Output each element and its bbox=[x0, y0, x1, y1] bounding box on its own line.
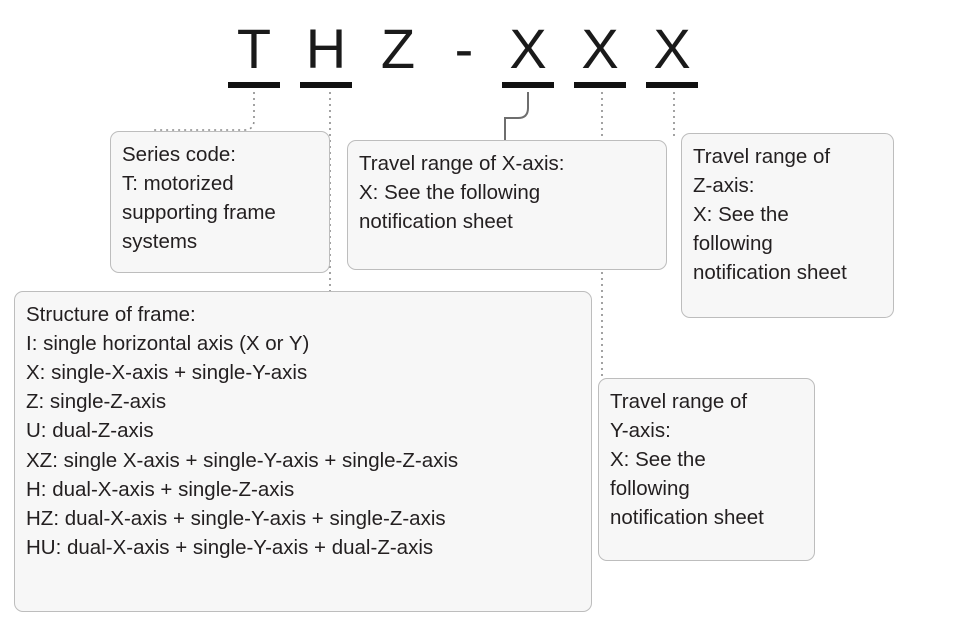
ztravel-line-1: Travel range of bbox=[693, 145, 831, 168]
structure-line-1: Structure of frame: bbox=[26, 303, 196, 326]
structure-line-2: I: single horizontal axis (X or Y) bbox=[26, 332, 310, 356]
ytravel-line-4: following bbox=[610, 477, 690, 501]
xtravel-line-3: notification sheet bbox=[359, 210, 513, 234]
series-line-3: supporting frame bbox=[122, 201, 276, 225]
ytravel-line-5: notification sheet bbox=[610, 506, 764, 530]
code-char-3: Z bbox=[380, 17, 416, 80]
structure-line-3: X: single-X-axis + single-Y-axis bbox=[26, 361, 308, 385]
code-char-1: T bbox=[228, 18, 280, 88]
series-line-4: systems bbox=[122, 230, 198, 254]
structure-line-5: U: dual-Z-axis bbox=[26, 419, 154, 443]
ztravel-line-3: X: See the bbox=[693, 203, 789, 227]
callout-z-axis-travel-range bbox=[681, 133, 894, 318]
code-char-dash: - bbox=[454, 17, 474, 80]
ytravel-line-3: X: See the bbox=[610, 448, 706, 472]
part-number-code bbox=[0, 18, 955, 98]
structure-line-9: HU: dual-X-axis + single-Y-axis + dual-Z-axis bbox=[26, 535, 434, 559]
series-line-1: Series code: bbox=[122, 143, 236, 166]
xtravel-line-2: X: See the following bbox=[359, 181, 541, 205]
structure-line-7: H: dual-X-axis + single-Z-axis bbox=[26, 477, 295, 501]
callout-x-axis-travel-range bbox=[347, 140, 667, 270]
callout-structure-of-frame bbox=[14, 291, 592, 612]
leader-x-travel bbox=[495, 92, 545, 142]
ytravel-line-2: Y-axis: bbox=[610, 419, 671, 443]
ztravel-line-2: Z-axis: bbox=[693, 174, 755, 198]
callout-series-code bbox=[110, 131, 330, 273]
leader-z-travel bbox=[664, 92, 684, 136]
code-char-5: X bbox=[574, 18, 626, 88]
structure-line-6: XZ: single X-axis + single-Y-axis + single-Z-axis bbox=[26, 448, 459, 472]
code-char-6: X bbox=[646, 18, 698, 88]
callout-y-axis-travel-range bbox=[598, 378, 815, 561]
structure-line-4: Z: single-Z-axis bbox=[26, 390, 167, 414]
xtravel-line-1: Travel range of X-axis: bbox=[359, 152, 565, 175]
ytravel-line-1: Travel range of bbox=[610, 390, 748, 413]
series-line-2: T: motorized bbox=[122, 172, 234, 196]
ztravel-line-5: notification sheet bbox=[693, 261, 847, 285]
structure-line-8: HZ: dual-X-axis + single-Y-axis + single-Z-axis bbox=[26, 506, 446, 530]
code-char-4: X bbox=[502, 18, 554, 88]
code-char-2: H bbox=[300, 18, 352, 88]
ztravel-line-4: following bbox=[693, 232, 773, 256]
